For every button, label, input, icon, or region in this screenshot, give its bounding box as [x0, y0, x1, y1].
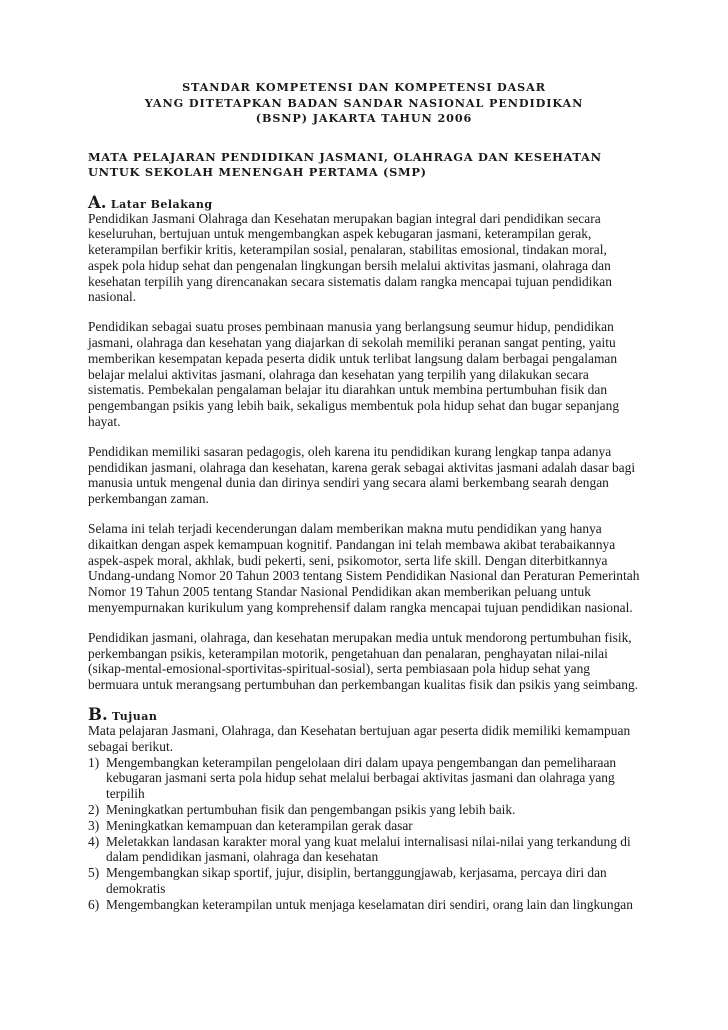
title-line-1: STANDAR KOMPETENSI DAN KOMPETENSI DASAR: [182, 80, 546, 94]
section-b-letter: B.: [88, 705, 108, 725]
title-line-2: YANG DITETAPKAN BADAN SANDAR NASIONAL PENDIDIKAN: [144, 95, 584, 110]
section-a-heading: [88, 192, 640, 212]
list-item-text: Meningkatkan pertumbuhan fisik dan pengembangan psikis yang lebih baik.: [106, 802, 516, 817]
list-item-text: Meletakkan landasan karakter moral yang kuat melalui internalisasi nilai-nilai yang terkandung di dalam pendidikan jasmani, olahraga dan kesehatan: [106, 833, 631, 865]
section-a-paragraph-4: Selama ini telah terjadi kecenderungan dalam memberikan makna mutu pendidikan yang hanya dikaitkan dengan aspek kemampuan kognitif. Pandangan ini telah membawa akibat terabaikannya aspek-aspek moral, akhlak, budi pekerti, seni, psikomotor, serta life skill. Dengan diterbitkannya Undang-undang Nomor 20 Tahun 2003 tentang Sistem Pendidikan Nasional dan Peraturan Pemerintah Nomor 19 Tahun 2005 tentang Standar Nasional Pendidikan akan memberikan peluang untuk menyempurnakan kurikulum yang komprehensif dalam rangka mencapai tujuan pendidikan nasional.: [88, 521, 640, 616]
list-item: [88, 897, 640, 913]
list-item-text: Mengembangkan keterampilan pengelolaan diri dalam upaya pengembangan dan pemeliharaan kebugaran jasmani serta pola hidup sehat melalui berbagai aktivitas jasmani dan olahraga yang terpilih: [106, 754, 617, 802]
section-b-title: Tujuan: [112, 710, 158, 724]
list-item-number: 5): [88, 865, 100, 881]
title-line-3: (BSNP) JAKARTA TAHUN 2006: [255, 111, 473, 125]
section-a-paragraph-5: Pendidikan jasmani, olahraga, dan kesehatan merupakan media untuk mendorong pertumbuhan fisik, perkembangan psikis, keterampilan motorik, pengetahuan dan penalaran, penghayatan nilai-nilai (sikap-mental-emosional-sportivitas-spiritual-sosial), serta pembiasaan pola hidup sehat yang bermuara untuk merangsang pertumbuhan dan perkembangan kualitas fisik dan psikis yang seimbang.: [88, 629, 639, 693]
section-b-intro: Mata pelajaran Jasmani, Olahraga, dan Kesehatan bertujuan agar peserta didik memiliki kemampuan sebagai berikut.: [88, 723, 631, 754]
document-title: [88, 80, 640, 127]
section-a-paragraph-3: Pendidikan memiliki sasaran pedagogis, oleh karena itu pendidikan kurang lengkap tanpa adanya pendidikan jasmani, olahraga dan kesehatan, karena gerak sebagai aktivitas jasmani adalah dasar bagi manusia untuk mengenal dunia dan dirinya sendiri yang secara alami berkembang searah dengan perkembangan zaman.: [88, 443, 636, 507]
section-b-heading: [88, 707, 640, 723]
list-item: [88, 818, 640, 834]
list-item: [88, 755, 640, 802]
section-a-title: Latar Belakang: [110, 197, 213, 211]
list-item-text: Meningkatkan kemampuan dan keterampilan gerak dasar: [106, 817, 413, 833]
list-item: [88, 834, 640, 866]
list-item-number: 6): [88, 896, 100, 912]
list-item-text: Mengembangkan sikap sportif, jujur, disiplin, bertanggungjawab, kerjasama, percaya diri dan demokratis: [106, 865, 607, 896]
list-item-text: Mengembangkan keterampilan untuk menjaga keselamatan diri sendiri, orang lain dan lingkungan: [106, 896, 633, 912]
subject-heading: MATA PELAJARAN PENDIDIKAN JASMANI, OLAHRAGA DAN KESEHATAN UNTUK SEKOLAH MENENGAH PERTAMA (SMP): [88, 149, 602, 179]
list-item-number: 2): [88, 802, 100, 817]
list-item: [88, 802, 640, 818]
list-item-number: 3): [88, 817, 100, 833]
section-a-paragraph-1: Pendidikan Jasmani Olahraga dan Kesehatan merupakan bagian integral dari pendidikan secara keseluruhan, bertujuan untuk mengembangkan aspek kebugaran jasmani, keterampilan gerak, keterampilan berfikir kritis, keterampilan sosial, penalaran, stabilitas emosional, tindakan moral, aspek pola hidup sehat dan pengenalan lingkungan bersih melalui aktivitas jasmani, olahraga dan kesehatan terpilih yang direncanakan secara sistematis dalam rangka mencapai tujuan pendidikan nasional.: [88, 210, 612, 305]
list-item-number: 4): [88, 833, 100, 849]
section-a-letter: A.: [88, 192, 107, 212]
list-item: [88, 865, 640, 897]
goals-list: [88, 755, 640, 913]
section-a-paragraph-2: Pendidikan sebagai suatu proses pembinaan manusia yang berlangsung seumur hidup, pendidikan jasmani, olahraga dan kesehatan yang diajarkan di sekolah memiliki peranan sangat penting, yaitu memberikan kesempatan kepada peserta didik untuk terlibat langsung dalam berbagai pengalaman belajar melalui aktivitas jasmani, olahraga dan kesehatan yang terpilih yang dilakukan secara sistematis. Pembekalan pengalaman belajar itu diarahkan untuk membina pertumbuhan fisik dan pengembangan psikis yang lebih baik, sekaligus membentuk pola hidup sehat dan bugar sepanjang hayat.: [88, 319, 620, 430]
list-item-number: 1): [88, 754, 100, 770]
